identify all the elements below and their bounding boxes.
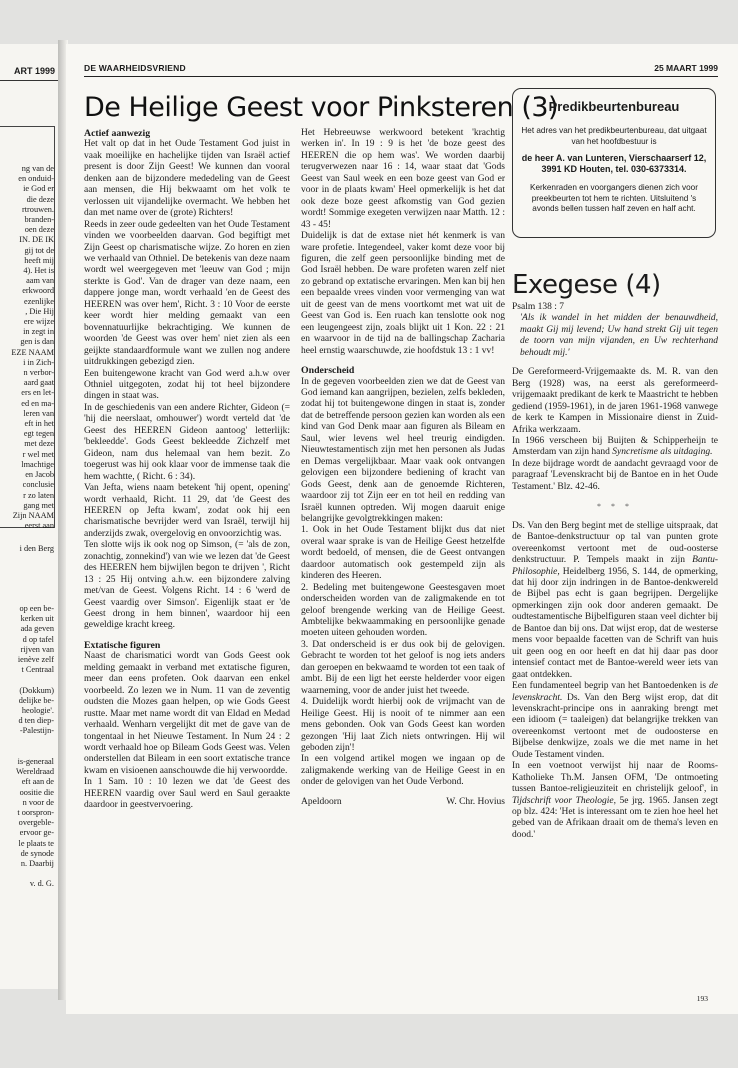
- left-page-text-fragment: Zijn NAAM: [12, 510, 54, 520]
- paragraph: Naast de charismatici wordt van Gods Geest ook melding gemaakt in verband met extatische figuren, meer dan eens profeten. Ook daarvan een enkel voorbeeld. Zo lezen we in Num. 11 van de zeventig oudsten die Mozes gaan helpen, op wie Gods Geest rustte. Maar met name wordt dit van Eldad en Medad verhaald. Wenharn vergelijkt dit met de gave van de tongentaal in het Nieuwe Testament. In Num 24 : 2 wordt verhaald hoe op Bileam Gods Geest was. Velen onderstellen dat Bileam in een soort extatische trance kwam en visioenen aanschouwde die hij verwoordde.: [84, 651, 290, 776]
- left-page-text-fragment: n. Daarbij: [20, 859, 54, 869]
- left-page-text-fragment: ie God er: [23, 184, 54, 194]
- left-page-edge: [0, 44, 58, 989]
- left-page-text-fragment: rtrouwen.: [21, 204, 54, 214]
- paragraph: In een volgend artikel mogen we ingaan op de zaligmakende werking van de Heilige Geest in en onder de gelovigen van het Oude Verbond.: [301, 754, 505, 788]
- left-page-text-fragment: aam van: [26, 276, 54, 286]
- left-page-text-fragment: t oorspron-: [17, 808, 54, 818]
- left-page-text-fragment: d ten diep-: [18, 716, 54, 726]
- paragraph: 3. Dat onderscheid is er dus ook bij de gelovigen. Gebracht te worden tot het geloof is nog iets anders dan geroepen en bekwaamd te worden tot een taak of ambt. Bij de een ligt het eerste helderder voor eigen waarneming, voor de ander juist het tweede.: [301, 639, 505, 696]
- paragraph: Van Jefta, wiens naam betekent 'hij opent, opening' wordt verhaald, Richt. 11 29, dat 'de Geest des HEEREN op Jefta kwam', zodat ook hij een charismatische bevrijder werd van Israël, terwijl hij anderzijds zwak, overgelovig en onvoorzichtig was.: [84, 483, 290, 539]
- left-page-text-fragment: ng van de: [21, 164, 54, 173]
- left-page-text-fragment: gen is dan: [20, 337, 54, 347]
- exegese-paragraph-2: In 1966 verscheen bij Buijten & Schipperheijn te Amsterdam van zijn hand Syncretisme als uitdaging.: [512, 435, 718, 458]
- left-page-text-fragment: delijke be-: [18, 695, 54, 705]
- spacer: [301, 357, 505, 365]
- exegese-paragraph-5: Een fundamenteel begrip van het Bantoedenken is de levenskracht. Ds. Van den Berg wijst erop, dat dit levenskracht-principe ons in aanraking brengt met een idioom (= taaleigen) dat belangrijke trekken van overeenkomst vertoont met de oudoosterse en Bijbelse denkwijze, zoals we die met name in het Oude Testament vinden.: [512, 681, 718, 760]
- signature-place: Apeldoorn: [301, 796, 342, 807]
- signature-author: W. Chr. Hovius: [446, 796, 505, 807]
- page-number: 193: [696, 994, 708, 1003]
- left-page-text-fragment: ere wijze: [23, 317, 54, 327]
- box-address: de heer A. van Lunteren, Vierschaarserf 12, 3991 KD Houten, tel. 030-6373314.: [521, 153, 707, 174]
- left-page-rule: [0, 80, 58, 81]
- left-page-text-fragment: ers en let-: [21, 388, 54, 398]
- left-page-text-fragment: t Centraal: [21, 665, 54, 675]
- left-page-text-fragment: i den Berg: [19, 544, 54, 553]
- psalm-quote: 'Als ik wandel in het midden der benauwdheid, maakt Gij mij levend; Uw hand strekt Gij uit tegen de toorn van mijn vijanden, en Uw rechterhand behoudt mij.': [520, 313, 718, 358]
- left-page-text-fragment: -Palestijn-: [19, 726, 54, 736]
- left-page-text-fragment: ezenlijke: [24, 296, 54, 306]
- left-page-fragments-top: [0, 164, 54, 531]
- box-title: Predikbeurtenbureau: [548, 99, 680, 114]
- left-page-text-fragment: [0, 747, 54, 757]
- left-page-text-fragment: eerst aan: [24, 521, 54, 531]
- paragraph: Duidelijk is dat de extase niet hét kenmerk is van ware profetie. Integendeel, vaker komt deze voor bij figuren, die zelf geen persoonlijke binding met de God Israël hebben. De ware profeten waren zelf niet zo gebrand op extatische ervaringen. Men kan bij hen een bepaalde vrees vinden voor vermenging van wat uit de geest van de mens voortkomt met wat uit de Geest van God is. Een ruach kan tenslotte ook nog een leugengeest zijn, zoals blijkt uit 1 Kon. 22 : 21 en waarvoor in de tijd na de ballingschap Zacharia heel ernstig waarschuwde, zie hoofdstuk 13 : 1 vv!: [301, 231, 505, 356]
- left-page-text-fragment: eft aan de: [21, 777, 54, 787]
- paragraph: In de geschiedenis van een andere Richter, Gideon (= 'hij die neerslaat, omhouwer') wordt verteld dat 'de Geest des HEEREN Gideon aantoog' letterlijk: 'bekleedde'. Gods Geest bekleedde Zichzelf met Gideon, nam dus helemaal van hem bezit. Zo toegerust was hij ook klaar voor de immense taak die hem wachtte, ( Richt. 6 : 34).: [84, 402, 290, 482]
- paragraph: Reeds in zeer oude gedeelten van het Oude Testament vinden we voorbeelden daarvan. God begiftigt met Zijn Geest op charismatische wijze. Zo horen en zien we verhaald van Othniel. De betekenis van deze naam wordt wel weergegeven met 'leeuw van God ; mijn sterkte is God'. Van de drager van deze naam, een dappere jonge man, wordt verhaald 'en de Geest des HEEREN was over hem', Richt. 3 : 10 Voor de eerste keer wordt hier melding gemaakt van een bovennatuurlijke bekrachtiging. We kunnen de woorden 'de Geest was over hem' niet zien als een geijkte standaardformule want we zullen nog andere uitdrukkingen gebezigd zien.: [84, 219, 291, 368]
- exegese-paragraph-4: Ds. Van den Berg begint met de stellige uitspraak, dat de Bantoe-denkstructuur op tal van punten grote overeenkomst vertoont met de oud-oosterse denkstructuur. P. Tempels maakt in zijn Bantu-Philosophie, Heidelberg 1956, S. 144, de opmerking, dat hij door zijn indringen in de Bantoe-denkwereld de Bijbel pas echt is gaan begrijpen. Dergelijke opmerkingen zijn ook door anderen gemaakt. De oudtestamentische Bijbelfiguren staan veel dichter bij de Bantoe dan bij ons. Dat wijst erop, dat de westerse mens voor bepaalde facetten van de Schrift van huis uit geen oog en oor heeft en dat hij daar pas door intensief contact met de Bantoe-wereld weer iets van gaat ontdekken.: [512, 520, 718, 680]
- article-column-1: [84, 128, 290, 812]
- paragraph: Het Hebreeuwse werkwoord betekent 'krachtig werken in'. In 19 : 9 is het 'de boze geest des HEEREN die op hem was'. We worden daarbij terugverwezen naar 16 : 14, waar staat dat 'Gods Geest van Saul week en een boze geest van God er voor in de plaats kwam' Heel opmerkelijk is het dat ook deze boze geest afkomstig van God gezien wordt! Sommige exegeten verwijzen naar Matth. 12 : 43 - 45!: [301, 128, 505, 230]
- left-page-text-fragment: conclusie: [22, 480, 54, 490]
- left-page-text-fragment: [0, 737, 54, 747]
- article-title: De Heilige Geest voor Pinksteren (3): [84, 92, 559, 123]
- spacer: [301, 789, 505, 797]
- left-page-text-fragment: n voor de: [22, 797, 54, 807]
- left-page-text-fragment: d op tafel: [22, 634, 54, 644]
- left-page-text-fragment: branden-: [24, 215, 54, 225]
- author-signature: [301, 797, 505, 808]
- left-page-text-fragment: [0, 869, 54, 879]
- left-page-text-fragment: die deze: [26, 194, 54, 204]
- left-page-text-fragment: heologie'.: [21, 706, 54, 716]
- left-page-text-fragment: overgeble-: [18, 818, 54, 828]
- box-intro: Het adres van het predikbeurtenbureau, dat uitgaat van het hoofdbestuur is: [521, 126, 707, 146]
- left-page-text-fragment: r wel met: [22, 449, 54, 459]
- left-page-text-fragment: de synode: [20, 848, 54, 858]
- box-note: Kerkenraden en voorgangers dienen zich voor preekbeurten tot hem te richten. Uitsluitend 's avonds bellen tussen half zeven en half acht.: [530, 183, 698, 213]
- left-page-text-fragment: v. d. G.: [29, 879, 54, 889]
- left-page-fragments-mid: [0, 544, 54, 554]
- exegese-title: Exegese (4): [512, 270, 661, 300]
- left-page-text-fragment: gang met: [23, 500, 54, 510]
- left-page-text-fragment: eft in het: [24, 419, 54, 429]
- left-page-text-fragment: r zo laten: [23, 490, 54, 500]
- exegese-column: [512, 302, 718, 841]
- predikbeurten-box: [512, 88, 716, 238]
- left-page-text-fragment: 4). Het is: [23, 266, 54, 276]
- left-page-text-fragment: leren van: [23, 408, 54, 418]
- left-page-text-fragment: gij tot de: [24, 245, 54, 255]
- left-page-text-fragment: aard gaat: [23, 378, 54, 388]
- left-page-text-fragment: , Die Hij: [25, 306, 54, 316]
- running-title: DE WAARHEIDSVRIEND: [84, 63, 186, 73]
- left-page-text-fragment: (Dokkum): [19, 685, 54, 695]
- left-page-text-fragment: i in Zich-: [23, 357, 54, 367]
- left-page-text-fragment: lmachtige: [21, 459, 54, 469]
- left-page-text-fragment: en onduid-: [18, 174, 54, 184]
- exegese-paragraph-1: De Gereformeerd-Vrijgemaakte ds. M. R. van den Berg (1928) was, na eerst als gereformeerd-vrijgemaakt predikant de kerk te Maastricht te hebben gediend (1959-1961), in de jaren 1961-1968 vanwege de kerk te Kampen in Missionaire dienst in Zuid-Afrika werkzaam.: [512, 367, 718, 435]
- left-page-text-fragment: egt tegen: [23, 429, 54, 439]
- article-column-2: [301, 128, 505, 808]
- left-page-text-fragment: op een be-: [19, 604, 54, 613]
- left-page-text-fragment: IN. DE IK: [19, 235, 54, 245]
- left-page-fragments-bottom: [0, 604, 54, 890]
- exegese-paragraph-3: In deze bijdrage wordt de aandacht gevraagd voor de paragraaf 'Levenskracht bij de Bantoe en in het Oude Testament.' Blz. 42-46.: [512, 458, 718, 492]
- header-rule: [84, 76, 718, 77]
- left-page-text-fragment: n verbor-: [23, 368, 54, 378]
- left-page-text-fragment: Wereldraad: [15, 767, 54, 777]
- left-page-text-fragment: en Jacob: [25, 470, 54, 480]
- left-page-text-fragment: oen deze: [24, 225, 54, 235]
- left-page-text-fragment: ed en ma-: [21, 398, 54, 408]
- paragraph: 1. Ook in het Oude Testament blijkt dus dat niet overal waar sprake is van de Heilige Geest hetzelfde wordt bedoeld, of mensen, die de Geest ontvangen daardoor automatisch ook gestempeld zijn als kinderen des Heeren.: [301, 525, 505, 582]
- left-page-text-fragment: ienève zelf: [17, 655, 54, 665]
- exegese-paragraph-6: In een voetnoot verwijst hij naar de Rooms-Katholieke Th.M. Jansen OFM, 'De ontmoeting tussen Bantoe-religieuziteit en christelijk geloof', in Tijdschrift voor Theologie, 5e jrg. 1965. Jansen zegt op blz. 424: 'Het is interessant om te zien hoe heel het gebed van de Afrikaan draait om de thema's leven en dood.': [512, 761, 718, 840]
- left-page-text-fragment: ervoor ge-: [19, 828, 54, 838]
- left-page-text-fragment: ada geven: [20, 624, 54, 634]
- left-page-text-fragment: met deze: [24, 439, 54, 449]
- left-page-text-fragment: kerken uit: [20, 614, 54, 624]
- left-page-text-fragment: in zegt in: [23, 327, 54, 337]
- psalm-reference: Psalm 138 : 7: [512, 302, 564, 312]
- spacer: [84, 632, 290, 640]
- paragraph: 2. Bedeling met buitengewone Geestesgaven moet onderscheiden worden van de zaligmakende en tot geloof brengende werking van de Heilige Geest. Ambtelijke bekwaammaking en persoonlijke genade moeten uiteen gehouden worden.: [301, 582, 505, 639]
- left-page-text-fragment: is-generaal: [17, 757, 54, 767]
- left-page-text-fragment: rijven van: [20, 644, 54, 654]
- paragraph: Ten slotte wijs ik ook nog op Simson, (= 'als de zon, zonachtig, zonnekind') van wie we lezen dat 'de Geest des HEEREN hem bijwijlen begon te drijven ', Richt 13 : 25 Hij ontving a.h.w. een bijzondere zalving met/van de Geest. Volgens Richt. 14 : 6 'werd de Geest vaardig over Simson'. Eigenlijk staat er 'de Geest drong in hem binnen', waardoor hij een geweldige kracht kreeg.: [84, 540, 290, 631]
- paragraph: In de gegeven voorbeelden zien we dat de Geest van God iemand kan aangrijpen, bezielen, zelfs bekleden, zodat hij tot buitengewone dingen in staat is, zonder dat de betreffende persoon gezien kan worden als een kind van God Denk maar aan figuren als Bileam en Saul, wier levens wel heel treurig eindigden. Nieuwtestamentisch zijn met hen personen als Judas en Demas vergelijkbaar. Maar vaak ook ontvangen gelovigen een bijzondere bediening of kracht van Gods Geest, denk aan de genoemde Richteren, waardoor zij tot Zijn eer en tot heil en redding van Israël kunnen optreden. Wij mogen daaruit enige belangrijke gevolgtrekkingen maken:: [301, 376, 505, 524]
- left-page-text-fragment: le plaats te: [18, 838, 54, 848]
- paragraph: 4. Duidelijk wordt hierbij ook de vrijmacht van de Heilige Geest. Hij is nooit of te nimmer aan een mens gebonden. Ook van Gods Geest kan worden gezongen 'Hij laat Zich niets ontwringen. Hij wil geboden zijn'!: [301, 697, 505, 754]
- left-page-text-fragment: oositie die: [19, 787, 54, 797]
- left-page-text-fragment: EZE NAAM: [11, 347, 54, 357]
- issue-date: 25 MAART 1999: [654, 63, 718, 73]
- left-page-text-fragment: [0, 675, 54, 685]
- paragraph: Een buitengewone kracht van God werd a.h.w over Othniel uitgegoten, zodat hij tot heel bijzondere dingen in staat was.: [84, 368, 290, 402]
- left-page-header: ART 1999: [13, 66, 55, 76]
- section-divider-stars: * * *: [597, 502, 633, 512]
- paragraph: In 1 Sam. 10 : 10 lezen we dat 'de Geest des HEEREN vaardig over Saul werd en Saul geraakte daardoor in geestvervoering.: [84, 777, 290, 811]
- section-heading: Actief aanwezig: [84, 128, 151, 139]
- left-page-text-fragment: erkwoord: [22, 286, 54, 296]
- paragraph: Het valt op dat in het Oude Testament God juist in vaak moeilijke en hachelijke tijden van Israël actief present is door Zijn Geest! We kunnen dan vooral denken aan de bijzondere mededeling van de Geest aan mensen, die Hij bekwaamt om het volk te verlossen uit vijandelijke overmacht. We hebben het dan met name over de (grote) Richters!: [84, 139, 290, 219]
- left-page-text-fragment: heeft mij: [24, 255, 54, 265]
- section-heading: Extatische figuren: [84, 639, 161, 651]
- section-heading: Onderscheid: [301, 365, 355, 377]
